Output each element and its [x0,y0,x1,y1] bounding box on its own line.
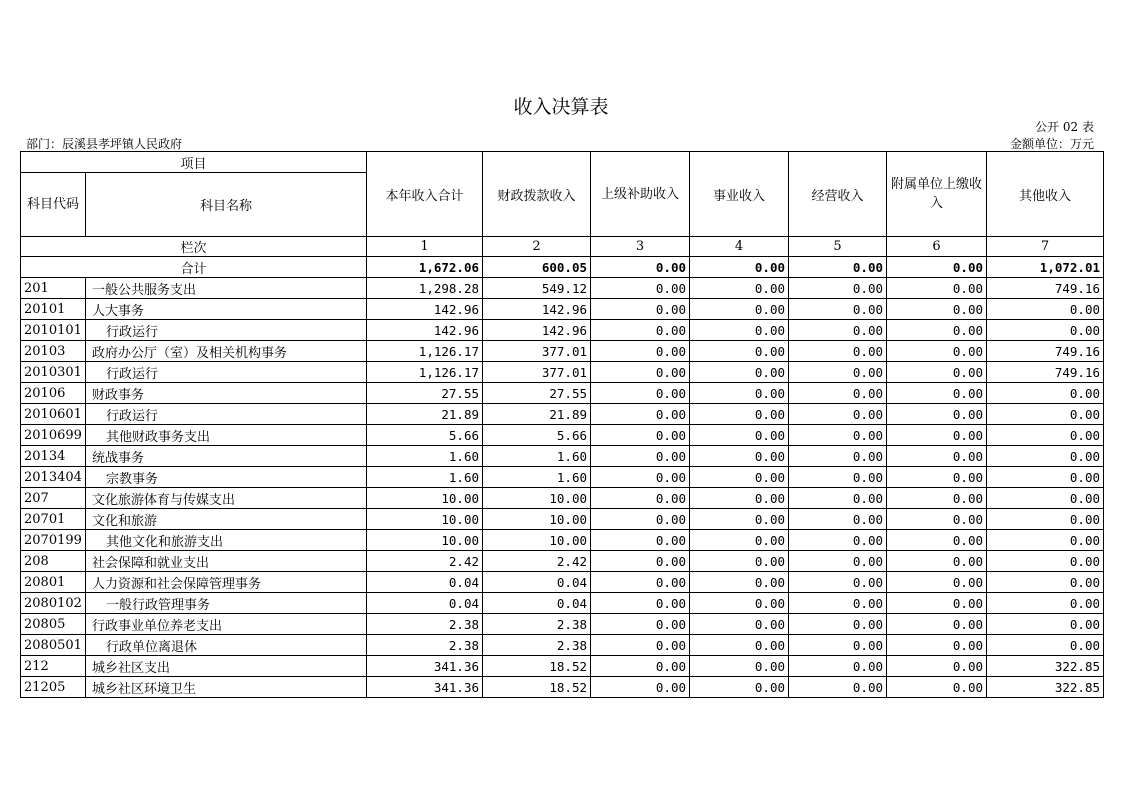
row-value: 0.00 [591,404,690,425]
row-value: 0.00 [690,572,789,593]
table-row [21,488,1104,509]
row-value: 1.60 [483,467,591,488]
total-value: 0.00 [887,257,987,278]
row-name: 一般公共服务支出 [86,278,367,299]
row-value: 2.38 [483,635,591,656]
row-value: 0.00 [789,383,887,404]
table-row [21,467,1104,488]
header-col-number: 1 [367,237,483,257]
row-name: 人大事务 [86,299,367,320]
row-code: 2070199 [21,530,86,551]
row-code: 208 [21,551,86,572]
header-col-number: 4 [690,237,789,257]
header-operating-income: 经营收入 [789,152,887,237]
row-value: 0.00 [690,656,789,677]
row-name: 政府办公厅（室）及相关机构事务 [86,341,367,362]
row-code: 2080501 [21,635,86,656]
row-value: 1,126.17 [367,362,483,383]
row-value: 377.01 [483,341,591,362]
row-value: 0.00 [690,530,789,551]
row-value: 0.00 [591,341,690,362]
row-value: 0.00 [789,362,887,383]
table-row [21,614,1104,635]
row-value: 0.00 [690,404,789,425]
row-value: 0.00 [987,551,1104,572]
row-code: 20805 [21,614,86,635]
row-value: 0.00 [591,488,690,509]
row-value: 0.00 [887,656,987,677]
row-value: 0.00 [887,383,987,404]
row-value: 0.00 [789,677,887,698]
row-value: 0.00 [789,278,887,299]
table-row [21,278,1104,299]
row-value: 0.00 [591,278,690,299]
row-value: 27.55 [483,383,591,404]
row-code: 2010601 [21,404,86,425]
row-value: 0.00 [591,362,690,383]
row-value: 1.60 [483,446,591,467]
table-row [21,530,1104,551]
header-project: 项目 [21,152,367,173]
row-value: 2.38 [367,614,483,635]
row-value: 142.96 [483,320,591,341]
row-value: 10.00 [483,488,591,509]
row-value: 2.38 [367,635,483,656]
table-row [21,572,1104,593]
table-row [21,446,1104,467]
row-value: 322.85 [987,656,1104,677]
row-code: 201 [21,278,86,299]
row-value: 0.00 [789,551,887,572]
row-value: 10.00 [367,488,483,509]
header-col-number: 2 [483,237,591,257]
row-value: 0.00 [789,446,887,467]
row-value: 1.60 [367,467,483,488]
table-row [21,635,1104,656]
row-name: 社会保障和就业支出 [86,551,367,572]
row-value: 0.00 [690,425,789,446]
total-value: 0.00 [591,257,690,278]
row-value: 0.00 [789,404,887,425]
row-code: 20103 [21,341,86,362]
header-name: 科目名称 [86,173,367,237]
row-value: 0.00 [690,341,789,362]
row-value: 0.00 [987,467,1104,488]
row-name: 文化旅游体育与传媒支出 [86,488,367,509]
row-value: 0.00 [591,530,690,551]
row-value: 0.00 [887,635,987,656]
income-table [20,151,1104,698]
table-row [21,551,1104,572]
row-value: 341.36 [367,677,483,698]
row-value: 21.89 [367,404,483,425]
row-value: 142.96 [483,299,591,320]
row-value: 0.00 [690,509,789,530]
row-value: 0.00 [887,530,987,551]
row-value: 0.00 [690,593,789,614]
row-value: 0.00 [789,299,887,320]
row-value: 0.00 [591,299,690,320]
row-value: 1.60 [367,446,483,467]
row-name: 其他文化和旅游支出 [86,530,367,551]
row-value: 0.00 [591,656,690,677]
row-name: 行政事业单位养老支出 [86,614,367,635]
row-name: 一般行政管理事务 [86,593,367,614]
row-value: 0.00 [789,341,887,362]
row-value: 0.00 [887,320,987,341]
row-value: 0.00 [789,614,887,635]
row-value: 0.00 [591,614,690,635]
header-total-income: 本年收入合计 [367,152,483,237]
header-code: 科目代码 [21,173,86,237]
table-row [21,383,1104,404]
row-value: 0.00 [591,593,690,614]
row-value: 0.00 [591,320,690,341]
row-value: 0.04 [483,593,591,614]
row-code: 20134 [21,446,86,467]
row-value: 0.00 [690,278,789,299]
row-value: 0.00 [591,572,690,593]
row-value: 0.00 [887,404,987,425]
row-value: 0.04 [483,572,591,593]
row-value: 0.00 [887,299,987,320]
row-value: 0.00 [987,404,1104,425]
table-row [21,425,1104,446]
total-value: 0.00 [789,257,887,278]
table-row [21,677,1104,698]
row-value: 0.00 [789,488,887,509]
row-value: 0.00 [591,383,690,404]
row-value: 0.00 [690,320,789,341]
header-col-number: 5 [789,237,887,257]
row-value: 0.00 [887,572,987,593]
department-label: 部门：辰溪县孝坪镇人民政府 [26,137,183,151]
row-value: 0.00 [987,593,1104,614]
row-value: 2.42 [483,551,591,572]
row-value: 10.00 [483,509,591,530]
row-value: 142.96 [367,299,483,320]
header-business-income: 事业收入 [690,152,789,237]
row-value: 0.00 [987,446,1104,467]
row-code: 212 [21,656,86,677]
row-value: 0.04 [367,593,483,614]
row-name: 城乡社区环境卫生 [86,677,367,698]
row-value: 0.00 [987,425,1104,446]
row-code: 20106 [21,383,86,404]
row-value: 322.85 [987,677,1104,698]
row-value: 0.00 [789,656,887,677]
row-value: 10.00 [367,509,483,530]
table-row [21,509,1104,530]
row-value: 2.42 [367,551,483,572]
table-row [21,656,1104,677]
row-value: 0.00 [690,362,789,383]
row-value: 0.00 [591,425,690,446]
row-value: 0.00 [591,635,690,656]
row-value: 0.00 [987,320,1104,341]
row-code: 2010301 [21,362,86,383]
total-value: 600.05 [483,257,591,278]
row-name: 文化和旅游 [86,509,367,530]
row-value: 0.00 [887,593,987,614]
amount-unit-label: 金额单位：万元 [1009,137,1094,151]
row-name: 其他财政事务支出 [86,425,367,446]
row-value: 142.96 [367,320,483,341]
table-row [21,404,1104,425]
header-col-number: 7 [987,237,1104,257]
row-value: 0.00 [887,362,987,383]
header-other-income: 其他收入 [987,152,1104,237]
row-value: 0.00 [987,530,1104,551]
row-name: 行政运行 [86,362,367,383]
row-value: 0.00 [789,530,887,551]
row-code: 21205 [21,677,86,698]
total-row [21,257,1104,278]
row-value: 0.00 [591,509,690,530]
row-code: 207 [21,488,86,509]
row-value: 0.00 [987,614,1104,635]
row-value: 0.00 [690,467,789,488]
row-value: 5.66 [483,425,591,446]
row-code: 2013404 [21,467,86,488]
total-value: 1,072.01 [987,257,1104,278]
row-value: 0.00 [789,320,887,341]
row-value: 27.55 [367,383,483,404]
row-value: 0.00 [591,551,690,572]
table-row [21,593,1104,614]
row-value: 0.00 [789,467,887,488]
row-value: 0.00 [887,278,987,299]
row-name: 统战事务 [86,446,367,467]
row-value: 0.00 [987,383,1104,404]
row-name: 财政事务 [86,383,367,404]
header-affiliated-income: 附属单位上缴收入 [887,152,987,237]
row-name: 行政运行 [86,404,367,425]
table-row [21,320,1104,341]
header-col-number: 3 [591,237,690,257]
row-code: 20101 [21,299,86,320]
header-col-number: 6 [887,237,987,257]
row-name: 宗教事务 [86,467,367,488]
row-code: 2080102 [21,593,86,614]
row-value: 2.38 [483,614,591,635]
row-value: 749.16 [987,341,1104,362]
row-value: 0.00 [887,614,987,635]
page-title: 收入决算表 [513,96,609,118]
row-value: 0.00 [591,467,690,488]
row-value: 10.00 [483,530,591,551]
row-value: 0.00 [887,509,987,530]
row-value: 341.36 [367,656,483,677]
row-value: 0.00 [887,425,987,446]
row-value: 0.00 [690,446,789,467]
row-value: 549.12 [483,278,591,299]
header-lanci: 栏次 [21,237,367,257]
row-value: 0.00 [591,677,690,698]
row-value: 0.00 [690,299,789,320]
form-number: 公开 02 表 [1035,120,1094,134]
row-value: 0.00 [690,488,789,509]
row-name: 行政单位离退休 [86,635,367,656]
row-value: 0.00 [887,341,987,362]
row-value: 0.00 [887,677,987,698]
row-value: 0.00 [987,509,1104,530]
row-value: 0.00 [789,593,887,614]
row-value: 0.00 [789,509,887,530]
row-value: 0.00 [690,551,789,572]
row-value: 0.00 [987,635,1104,656]
row-value: 0.00 [887,551,987,572]
row-value: 21.89 [483,404,591,425]
row-name: 城乡社区支出 [86,656,367,677]
row-value: 0.00 [591,446,690,467]
row-name: 行政运行 [86,320,367,341]
row-value: 0.00 [690,677,789,698]
header-superior-subsidy: 上级补助收入 [591,152,690,237]
row-value: 18.52 [483,656,591,677]
row-code: 2010101 [21,320,86,341]
row-value: 10.00 [367,530,483,551]
row-code: 2010699 [21,425,86,446]
total-label: 合计 [21,257,367,278]
row-value: 0.00 [987,299,1104,320]
row-value: 18.52 [483,677,591,698]
row-name: 人力资源和社会保障管理事务 [86,572,367,593]
row-value: 0.00 [987,572,1104,593]
row-value: 0.00 [987,488,1104,509]
row-value: 377.01 [483,362,591,383]
row-value: 0.00 [887,488,987,509]
row-value: 749.16 [987,362,1104,383]
row-value: 5.66 [367,425,483,446]
row-value: 0.00 [789,425,887,446]
header-fiscal-allocation: 财政拨款收入 [483,152,591,237]
total-value: 1,672.06 [367,257,483,278]
table-row [21,341,1104,362]
row-value: 0.00 [690,614,789,635]
row-code: 20701 [21,509,86,530]
row-value: 1,126.17 [367,341,483,362]
row-value: 749.16 [987,278,1104,299]
row-value: 0.00 [789,572,887,593]
row-value: 0.00 [789,635,887,656]
row-value: 0.00 [690,635,789,656]
row-value: 0.04 [367,572,483,593]
row-value: 1,298.28 [367,278,483,299]
table-row [21,362,1104,383]
table-row [21,299,1104,320]
row-value: 0.00 [887,467,987,488]
row-value: 0.00 [887,446,987,467]
total-value: 0.00 [690,257,789,278]
row-code: 20801 [21,572,86,593]
row-value: 0.00 [690,383,789,404]
